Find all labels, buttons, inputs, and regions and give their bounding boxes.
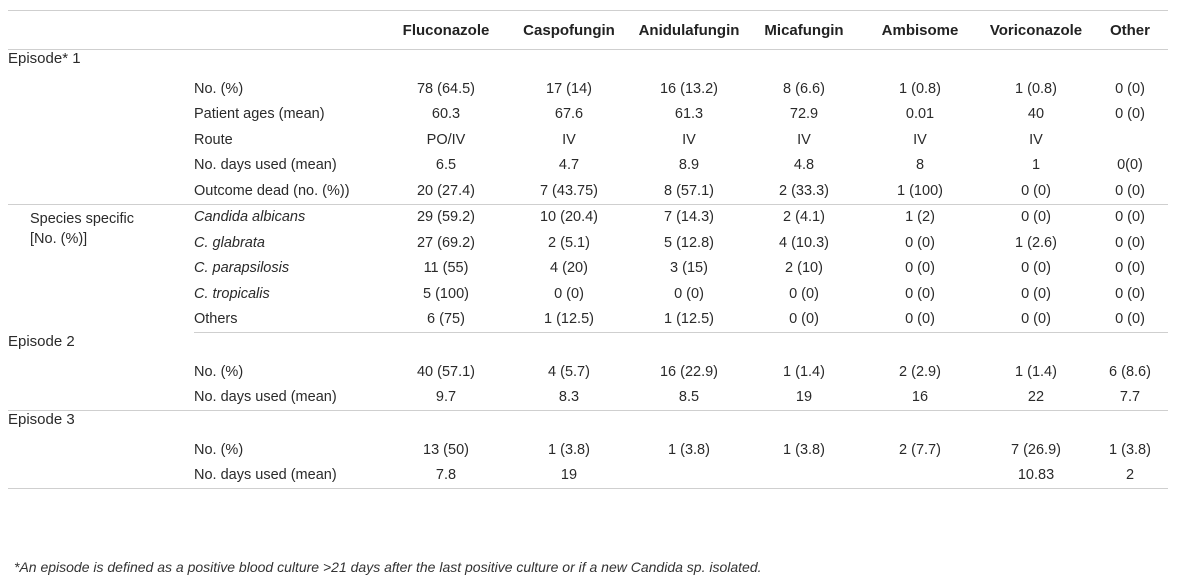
table-cell: 8.5 [630,385,748,411]
table-row [8,102,1168,128]
table-cell: 1 (12.5) [508,307,630,333]
col-header: Micafungin [748,11,860,50]
table-cell: 40 (57.1) [416,363,476,380]
table-cell: 4 (5.7) [548,363,590,380]
table-cell: 78 (64.5) [416,80,476,97]
table-cell: 8.9 [678,157,700,174]
table-row [8,153,1168,179]
row-label: C. tropicalis [194,285,270,302]
section-label: Episode 2 [8,333,75,350]
row-group-cell [8,102,194,128]
row-group-cell [8,127,194,153]
table-cell: 1 (3.8) [668,441,710,458]
table-cell: 6 (8.6) [1109,363,1151,380]
table-cell: 0 (0) [1115,80,1145,97]
table-cell: 19 [748,385,860,411]
table-cell: 6 (75) [384,307,508,333]
table-cell [1092,127,1168,153]
header-empty-group [8,11,194,50]
table-cell: 0 (0) [1115,234,1145,251]
table-cell: 4 (20) [550,260,588,277]
col-header: Fluconazole [384,11,508,50]
table-cell: 1 (2.6) [1015,234,1057,251]
table-cell: 2 (7.7) [899,441,941,458]
table-cell: 4 (10.3) [779,234,829,251]
table-row [8,463,1168,489]
row-label: No. days used (mean) [194,157,337,174]
table-cell: 1 (12.5) [630,307,748,333]
table-cell: IV [682,131,696,148]
row-label: Candida albicans [194,204,384,230]
section-label: Episode 3 [8,411,75,428]
table-cell: 0(0) [1117,157,1143,174]
species-label-line1: Species specific [30,210,134,227]
table-cell: IV [1029,131,1043,148]
table-cell: 1 (3.8) [783,441,825,458]
table-cell: 8 [915,157,925,174]
row-label: No. (%) [194,363,244,380]
table-row [8,437,1168,463]
table-cell: 0 (0) [1115,285,1145,302]
table-cell [630,463,748,489]
row-label: C. glabrata [194,234,265,251]
row-label: No. days used (mean) [194,385,384,411]
table-cell: 0 (0) [1092,178,1168,204]
row-group-cell [8,359,194,385]
table-cell: 1 (2) [860,204,980,230]
table-cell: 2 [1092,463,1168,489]
table-cell: 7 (43.75) [508,178,630,204]
table-cell: 9.7 [384,385,508,411]
row-label: Patient ages (mean) [194,106,325,123]
table-cell: 19 [508,463,630,489]
row-group-cell [8,76,194,102]
table-cell: 5 (12.8) [664,234,714,251]
table-cell: 10.83 [980,463,1092,489]
table-row [8,76,1168,102]
table-cell: 0 (0) [1021,260,1051,277]
table-cell: 1 (0.8) [899,80,941,97]
table-cell: 0 (0) [748,307,860,333]
table-cell: 13 (50) [423,441,469,458]
table-cell: 0 (0) [789,285,819,302]
row-group-cell [8,463,194,489]
table-cell: 0 (0) [905,260,935,277]
table-row [8,385,1168,411]
table-cell: 0 (0) [554,285,584,302]
table-cell: 0 (0) [1115,260,1145,277]
table-cell: 72.9 [789,106,819,123]
row-label: Route [194,131,233,148]
col-header: Ambisome [860,11,980,50]
table-cell: 8.3 [508,385,630,411]
table-cell: 0 (0) [1021,285,1051,302]
table-cell: 16 (22.9) [659,363,719,380]
table-cell: 1 (3.8) [548,441,590,458]
species-label-line2: [No. (%)] [30,230,88,247]
table-cell: 17 (14) [546,80,592,97]
table-cell: 5 (100) [423,285,469,302]
header-empty-label [194,11,384,50]
table-cell: 7.8 [384,463,508,489]
table-cell: 0 (0) [1092,204,1168,230]
table-cell: 1 (0.8) [1015,80,1057,97]
table-cell: 0 (0) [674,285,704,302]
table-body [8,50,1168,489]
col-header: Voriconazole [980,11,1092,50]
table-cell: 0 (0) [980,307,1092,333]
table-cell: 1 (3.8) [1109,441,1151,458]
table-cell: 3 (15) [670,260,708,277]
table-cell: 2 (4.1) [748,204,860,230]
table-cell: 1 (100) [860,178,980,204]
species-group-label [8,204,194,333]
header-row [8,11,1168,50]
table-cell: 27 (69.2) [416,234,476,251]
footnote: *An episode is defined as a positive blood culture >21 days after the last positive culture or if a new Candida sp. isolated. [14,559,762,575]
row-label: Outcome dead (no. (%)) [194,178,384,204]
col-header: Other [1092,11,1168,50]
table-cell: 0 (0) [905,285,935,302]
table-cell: 0 (0) [1092,307,1168,333]
table-cell: 67.6 [554,106,584,123]
table-cell: 1 [1031,157,1041,174]
table-cell: 16 [860,385,980,411]
table-cell: 1 (1.4) [1015,363,1057,380]
row-label: No. (%) [194,441,244,458]
table-cell: 11 (55) [423,260,469,277]
row-group-cell [8,437,194,463]
table-row [8,178,1168,204]
table-cell: 0.01 [905,106,935,123]
table-cell: 29 (59.2) [384,204,508,230]
table-cell: 7.7 [1092,385,1168,411]
table-cell: 0 (0) [1115,106,1145,123]
table-cell [748,463,860,489]
row-label: C. parapsilosis [194,260,290,277]
table-cell [860,463,980,489]
section-header-row [8,411,1168,438]
section-header-row [8,333,1168,360]
table-cell: 4.7 [558,157,580,174]
table-cell: 16 (13.2) [659,80,719,97]
table-cell: 6.5 [435,157,457,174]
table-cell: 2 (5.1) [548,234,590,251]
table-cell: 7 (26.9) [1011,441,1061,458]
table-cell: IV [913,131,927,148]
table-cell: 0 (0) [980,204,1092,230]
table-row [8,127,1168,153]
table-cell: 0 (0) [905,234,935,251]
table-row [8,359,1168,385]
table-cell: 22 [980,385,1092,411]
row-group-cell [8,385,194,411]
table-cell: 8 (57.1) [630,178,748,204]
row-label: No. (%) [194,80,244,97]
table-cell: 8 (6.6) [783,80,825,97]
row-group-cell [8,178,194,204]
table-cell: 2 (2.9) [899,363,941,380]
row-label: Others [194,307,384,333]
table-cell: IV [797,131,811,148]
table-row [8,204,1168,230]
col-header: Anidulafungin [630,11,748,50]
row-label: No. days used (mean) [194,463,384,489]
table-cell: 0 (0) [980,178,1092,204]
table-cell: 60.3 [431,106,461,123]
table-cell: 7 (14.3) [630,204,748,230]
section-label: Episode* 1 [8,50,81,67]
table-cell: 0 (0) [860,307,980,333]
table-cell: 40 [1027,106,1045,123]
table-cell: 20 (27.4) [384,178,508,204]
section-header-row [8,50,1168,77]
table-cell: 1 (1.4) [783,363,825,380]
antifungal-table [8,10,1168,489]
table-cell: 10 (20.4) [508,204,630,230]
table-cell: 4.8 [793,157,815,174]
col-header: Caspofungin [508,11,630,50]
row-group-cell [8,153,194,179]
table-cell: PO/IV [426,131,466,148]
table-cell: 2 (33.3) [748,178,860,204]
table-cell: 2 (10) [785,260,823,277]
table-cell: IV [562,131,576,148]
table-cell: 61.3 [674,106,704,123]
